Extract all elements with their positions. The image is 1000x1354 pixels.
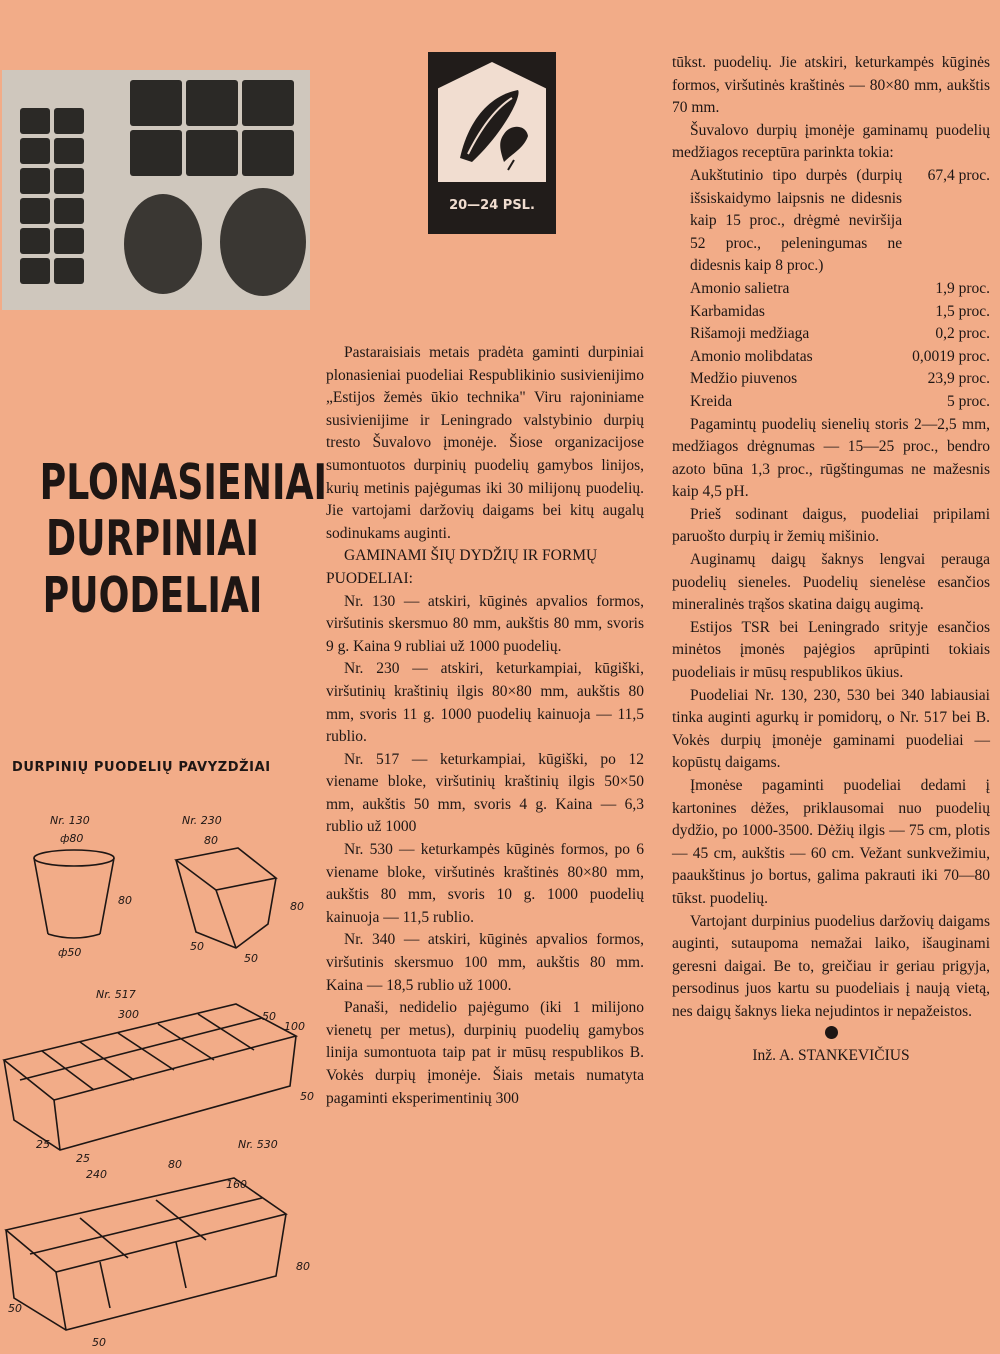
svg-text:80: 80	[296, 1260, 310, 1273]
svg-text:240: 240	[86, 1168, 107, 1181]
page-reference: 20—24 PSL.	[449, 198, 535, 213]
svg-text:50: 50	[8, 1302, 22, 1315]
article-column-right	[672, 52, 990, 1067]
bullet-divider	[825, 1026, 838, 1039]
pot-drawings	[0, 800, 318, 1354]
svg-text:50: 50	[244, 952, 258, 965]
article-paragraph: Įmonėse pagaminti puodeliai dedami į kartonines dėžes, priklausomai nuo puodelių dydžio, po 1000-3500. Dėžių ilgis — 75 cm, plotis — 45 cm, aukštis — 60 cm. Vežant sunkvežimiu, paaukštinus jo bortus, galima pakrauti iki 70—80 tūkst. puodelių.	[672, 777, 990, 907]
svg-text:80: 80	[290, 900, 304, 913]
article-paragraph: Estijos TSR bei Leningrado srityje esančios minėtos įmonės pajėgios aprūpinti tokiais puodeliais ir mūsų respublikos ūkius.	[672, 618, 990, 682]
article-paragraph: Auginamų daigų šaknys lengvai perauga puodelių sieneles. Puodelių sienelėse esančios mineralinės trąšos skatina daigų augimą.	[672, 551, 990, 614]
sizes-heading: GAMINAMI ŠIŲ DYDŽIŲ IR FORMŲ PUODELIAI:	[326, 547, 598, 587]
article-paragraph: Pagamintų puodelių sienelių storis 2—2,5 mm, medžiagos drėgnumas — 15—25 proc., bendro azoto būna 1,3 proc., rūgštingumas ne mažesnis kaip 4,5 pH.	[672, 415, 990, 501]
svg-text:80: 80	[204, 834, 218, 847]
svg-text:Nr. 517: Nr. 517	[96, 988, 136, 1001]
svg-text:ф80: ф80	[60, 832, 84, 845]
svg-text:160: 160	[226, 1178, 247, 1191]
continuation-paragraph: tūkst. puodelių. Jie atskiri, keturkampės kūginės formos, viršutinės kraštinės — 80×80 mm, aukštis 70 mm.	[672, 54, 990, 117]
svg-text:50: 50	[190, 940, 204, 953]
article-paragraph: Prieš sodinant daigus, puodeliai pripilami paruošto durpių ir žemių mišinio.	[672, 505, 990, 546]
pot-nr530: Nr. 530 — keturkampės kūginės formos, po 6 viename bloke, viršutinės kraštinės 80×80 mm, aukštis 80 mm, svoris 10 g. 1000 puodelių kainuoja — 11,5 rublio.	[326, 841, 644, 926]
recipe-row: Kreida 5 proc.	[690, 392, 990, 410]
pot-nr517: Nr. 517 — keturkampiai, kūgiški, po 12 viename bloke, viršutinių kraštinių ilgis 50×50 mm, aukštis 50 mm, svoris 4 g. Kaina — 6,3 rublio už 1000	[326, 750, 644, 836]
svg-text:50: 50	[92, 1336, 106, 1349]
svg-text:ф50: ф50	[58, 946, 82, 959]
svg-text:300: 300	[118, 1008, 139, 1021]
cucumber-icon	[438, 62, 546, 182]
drawings-caption: DURPINIŲ PUODELIŲ PAVYZDŽIAI	[12, 760, 271, 775]
section-badge	[428, 52, 556, 234]
pot-nr230: Nr. 230 — atskiri, keturkampiai, kūgiški, viršutinių kraštinių ilgis 80×80 mm, aukštis 80 mm, svoris 11 g. 1000 puodelių kainuoja — 11,5 rublio.	[326, 660, 644, 746]
svg-text:80: 80	[118, 894, 132, 907]
drawing-nr530	[6, 1138, 310, 1349]
article-column-middle	[326, 342, 644, 1110]
drawing-nr230	[176, 814, 304, 965]
recipe-row: Medžio piuvenos 23,9 proc.	[690, 370, 990, 388]
pot-nr340: Nr. 340 — atskiri, kūginės apvalios formos, viršutinis skersmuo 100 mm, aukštis 80 mm. Kaina — 18,5 rublio už 1000.	[326, 931, 644, 994]
svg-text:50: 50	[262, 1010, 276, 1023]
recipe-table	[672, 165, 990, 414]
svg-text:50: 50	[300, 1090, 314, 1103]
svg-text:100: 100	[284, 1020, 305, 1033]
recipe-intro: Šuvalovo durpių įmonėje gaminamų puodelių medžiagos receptūra parinkta tokia:	[672, 121, 990, 162]
recipe-row: Amonio molibdatas 0,0019 proc.	[690, 347, 990, 365]
intro-paragraph: Pastaraisiais metais pradėta gaminti durpiniai plonasieniai puodeliai Respublikinio susivienijimo „Estijos žemės ūkio technika" Viru rajoniniame susivienijime ir Leningrado valstybinio durpių tresto Šuvalovo įmonėje. Šiose organizacijose sumontuotos durpinių puodelių gamybos linijos, kurių metinis pajėgumas iki 30 milijonų puodelių. Jie vartojami daržovių daigams bei kitų augalų sodinukams auginti.	[326, 344, 644, 542]
recipe-row: Karbamidas 1,5 proc.	[690, 302, 990, 320]
svg-text:Nr. 230: Nr. 230	[182, 814, 222, 827]
svg-text:25: 25	[36, 1138, 50, 1151]
svg-text:25: 25	[76, 1152, 90, 1165]
svg-text:Nr. 130: Nr. 130	[50, 814, 90, 827]
pot-nr130: Nr. 130 — atskiri, kūginės apvalios formos, viršutinis skersmuo 80 mm, aukštis 80 mm, svoris 9 g. Kaina 9 rubliai už 1000 puodelių.	[326, 592, 644, 655]
article-paragraph: Vartojant durpinius puodelius daržovių daigams auginti, sutaupoma nemažai laiko, išauginami geresni daigai. Be to, greičiau ir geriau prigyja, persodinus juos kartu su puodeliais į naują vietą, nes daigų šaknys lieka nejudintos ir nepažeistos.	[672, 912, 990, 1020]
peat-pots-photo	[2, 70, 310, 310]
author-signature: Inž. A. STANKEVIČIUS	[752, 1046, 910, 1064]
recipe-row: Amonio salietra 1,9 proc.	[690, 279, 990, 297]
svg-text:Nr. 530: Nr. 530	[238, 1138, 278, 1151]
article-paragraph: Puodeliai Nr. 130, 230, 530 bei 340 labiausiai tinka auginti agurkų ir pomidorų, o Nr. 517 bei B. Vokės durpių įmonėje gaminami puodeliai — kopūstų daigams.	[672, 686, 990, 772]
vokes-paragraph: Panaši, nedidelio pajėgumo (iki 1 milijono vienetų per metus), durpinių puodelių gamybos linija sumontuota taip pat ir mūsų respublikos B. Vokės durpių įmonėje. Šiais metais numatyta pagaminti eksperimentinių 300	[326, 999, 644, 1107]
drawing-nr130	[34, 814, 132, 959]
recipe-row: Aukštutinio tipo durpės (durpių išsiskaidymo laipsnis ne didesnis kaip 15 proc., drėgmė neviršija 52 proc., peleningumas ne didesnis kaip 8 proc.) 67,4 proc.	[690, 166, 990, 275]
recipe-row: Rišamoji medžiaga 0,2 proc.	[690, 325, 990, 343]
article-headline: PLONASIENIAI DURPINIAI PUODELIAI	[39, 454, 328, 624]
svg-text:80: 80	[168, 1158, 182, 1171]
